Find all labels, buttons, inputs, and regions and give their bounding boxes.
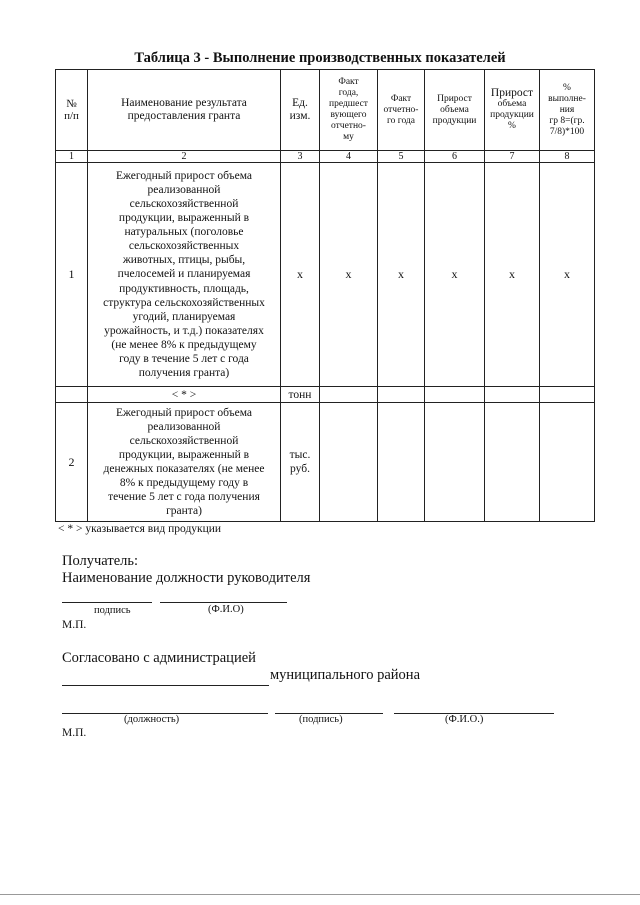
column-number: 2 [88, 151, 281, 163]
unit-cell: тыс. руб. [281, 403, 320, 522]
column-number: 4 [320, 151, 378, 163]
fio-line [160, 602, 287, 603]
empty-cell [425, 403, 485, 522]
cell-value: x [485, 163, 540, 387]
column-numbers-row [56, 151, 595, 163]
empty-cell [485, 387, 540, 403]
table-title: Таблица 3 - Выполнение производственных показателей [134, 50, 506, 66]
district-label: муниципального района [270, 667, 420, 683]
empty-cell [425, 387, 485, 403]
header-row [56, 70, 595, 151]
table-row [56, 163, 595, 387]
column-number: 8 [540, 151, 595, 163]
header-fact-report-year: Факт отчетно- го года [378, 70, 425, 151]
column-number: 5 [378, 151, 425, 163]
cell-value: x [425, 163, 485, 387]
page-bottom-divider [0, 894, 640, 895]
fio-caption: (Ф.И.О.) [445, 714, 484, 725]
recipient-position: Наименование должности руководителя [62, 570, 311, 586]
empty-cell [485, 403, 540, 522]
empty-cell [320, 403, 378, 522]
result-name: Ежегодный прирост объема реализованной сельскохозяйственной продукции, выраженный в натуральных (поголовье сельскохозяйственных животных, птицы, рыбы, пчелосемей и планируемая продуктивность, площадь, структура сельскохозяйственных угодий, планируемая урожайность, и т.д.) показателях (не менее 8% к предыдущему году в течение 5 лет с года получения гранта) [88, 163, 281, 387]
product-type-placeholder: < * > [88, 387, 281, 403]
signature-caption: (подпись) [299, 714, 343, 725]
stamp-placeholder: М.П. [62, 727, 87, 739]
cell-value: x [540, 163, 595, 387]
result-name: Ежегодный прирост объема реализованной сельскохозяйственной продукции, выраженный в денежных показателях (не менее 8% к предыдущему году в течение 5 лет с года получения гранта) [88, 403, 281, 522]
production-indicators-table [55, 69, 595, 522]
empty-cell [56, 387, 88, 403]
footnote: < * > указывается вид продукции [58, 523, 222, 535]
cell-value: x [320, 163, 378, 387]
unit-cell: тонн [281, 387, 320, 403]
cell-value: x [281, 163, 320, 387]
empty-cell [320, 387, 378, 403]
row-number: 2 [56, 403, 88, 522]
signature-line [62, 602, 152, 603]
recipient-label: Получатель: [62, 553, 139, 569]
empty-cell [540, 387, 595, 403]
approval-label: Согласовано с администрацией [62, 650, 256, 666]
position-caption: (должность) [124, 714, 180, 725]
header-unit: Ед. изм. [281, 70, 320, 151]
empty-cell [540, 403, 595, 522]
cell-value: x [378, 163, 425, 387]
table-row [56, 403, 595, 522]
row-number: 1 [56, 163, 88, 387]
administration-line [62, 685, 269, 686]
table-subrow [56, 387, 595, 403]
column-number: 3 [281, 151, 320, 163]
header-fact-prev-year: Факт года, предшест вующего отчетно- му [320, 70, 378, 151]
empty-cell [378, 403, 425, 522]
header-completion-percent: % выполне- ния гр 8=(гр. 7/8)*100 [540, 70, 595, 151]
signature-caption: подпись [94, 605, 131, 616]
column-number: 6 [425, 151, 485, 163]
column-number: 1 [56, 151, 88, 163]
header-num: № п/п [56, 70, 88, 151]
header-growth-percent: Прирост объема продукции % [485, 70, 540, 151]
header-growth-volume: Прирост объема продукции [425, 70, 485, 151]
stamp-placeholder: М.П. [62, 619, 87, 631]
fio-caption: (Ф.И.О) [208, 604, 244, 615]
header-name: Наименование результата предоставления гранта [88, 70, 281, 151]
column-number: 7 [485, 151, 540, 163]
empty-cell [378, 387, 425, 403]
